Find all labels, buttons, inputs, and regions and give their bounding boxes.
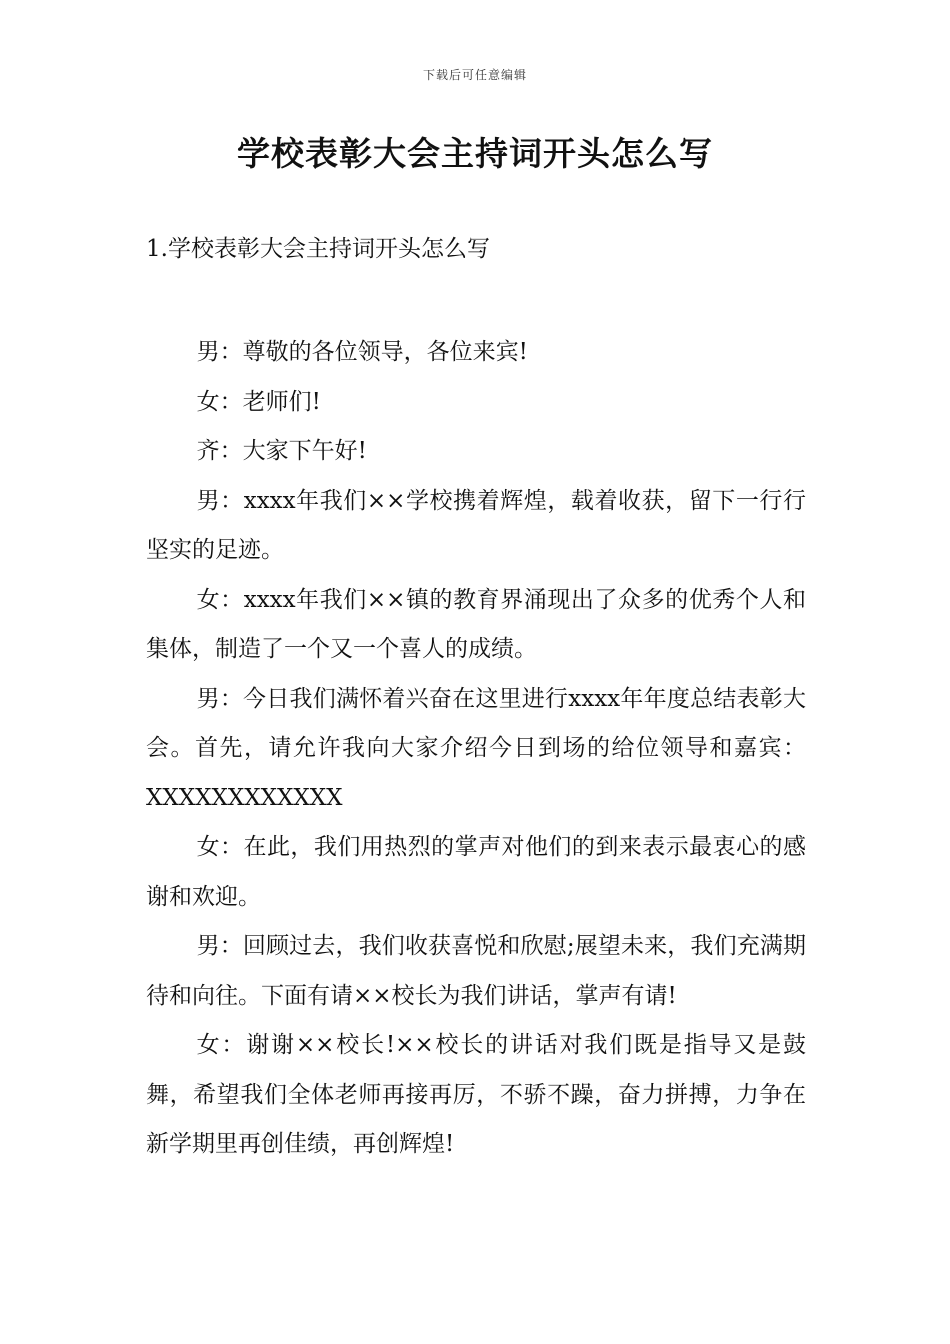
paragraph: 男：回顾过去，我们收获喜悦和欣慰;展望未来，我们充满期待和向往。下面有请××校长为我们讲话，掌声有请! [146,933,806,1009]
paragraph: 女：老师们! [196,388,321,415]
paragraph: 男：xxxx年我们××学校携着辉煌，载着收获，留下一行行坚实的足迹。 [146,487,806,563]
paragraph: 齐：大家下午好! [196,438,367,464]
paragraph: 女：xxxx年我们××镇的教育界涌现出了众多的优秀个人和集体，制造了一个又一个喜人的成绩。 [146,586,806,662]
paragraph: 男：尊敬的各位领导，各位来宾! [196,339,528,365]
header-note: 下载后可任意编辑 [422,68,527,82]
document-title: 学校表彰大会主持词开头怎么写 [237,134,713,173]
paragraph: 女：谢谢××校长!××校长的讲话对我们既是指导又是鼓舞，希望我们全体老师再接再厉，不骄不躁，奋力拼搏，力争在新学期里再创佳绩，再创辉煌! [146,1032,806,1157]
body-text [146,328,806,1170]
paragraph: 女：在此，我们用热烈的掌声对他们的到来表示最衷心的感谢和欢迎。 [146,834,806,910]
paragraph: 男：今日我们满怀着兴奋在这里进行xxxx年年度总结表彰大会。首先，请允许我向大家介绍今日到场的给位领导和嘉宾：XXXXXXXXXXXX [146,685,806,811]
section-heading: 1.学校表彰大会主持词开头怎么写 [146,236,490,262]
